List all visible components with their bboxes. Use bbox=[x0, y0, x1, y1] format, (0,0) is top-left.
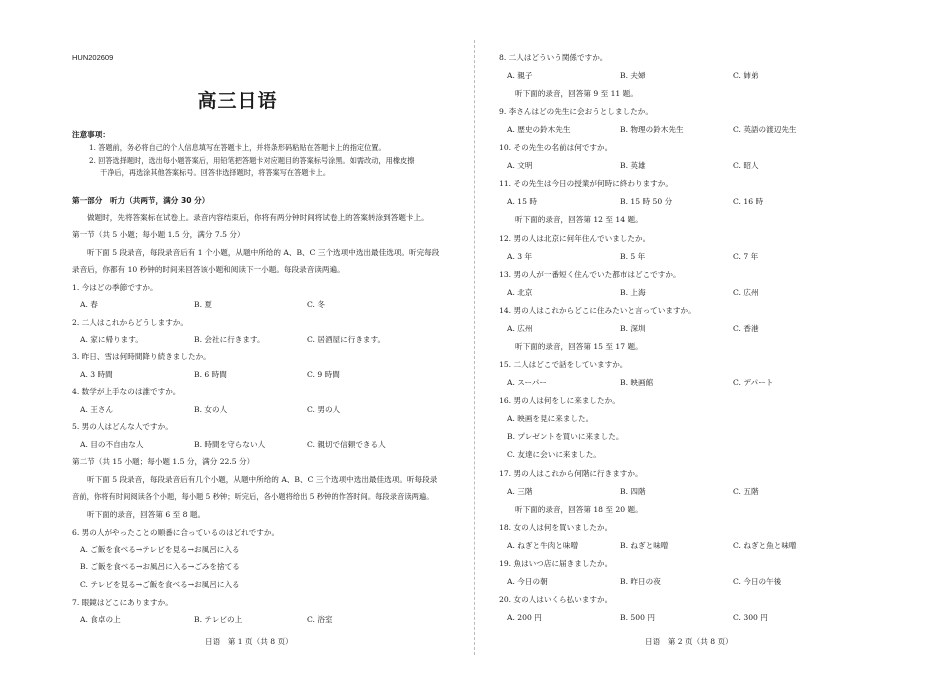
option-b[interactable]: B. 上海 bbox=[620, 288, 646, 297]
option-a[interactable]: A. 三階 bbox=[507, 487, 533, 496]
instruction: 听下面 5 段录音，每段录音后有几个小题，从题中所给的 A、B、C 三个选项中选出最佳选项。听每段录 bbox=[87, 475, 438, 484]
page-footer: 日语 第 1 页（共 8 页） bbox=[205, 637, 293, 646]
option-a[interactable]: A. 王さん bbox=[80, 405, 114, 414]
option-b[interactable]: B. 夫婦 bbox=[620, 71, 646, 80]
option-a[interactable]: A. 家に帰ります。 bbox=[80, 335, 143, 344]
question: 3. 昨日、雪は何時間降り続きましたか。 bbox=[72, 352, 211, 361]
option-c[interactable]: C. 冬 bbox=[307, 300, 325, 309]
option-b[interactable]: B. 6 時間 bbox=[194, 370, 227, 379]
option-a[interactable]: A. ねぎと牛肉と味噌 bbox=[507, 541, 579, 550]
instruction: 录音后，你都有 10 秒钟的时间来回答该小题和阅读下一小题。每段录音读两遍。 bbox=[72, 265, 345, 274]
option-c[interactable]: C. 居酒屋に行きます。 bbox=[307, 335, 386, 344]
instruction: 听下面的录音，回答第 9 至 11 题。 bbox=[515, 89, 638, 98]
option-a[interactable]: A. 目の不自由な人 bbox=[80, 440, 144, 449]
option-c[interactable]: C. 男の人 bbox=[307, 405, 341, 414]
option-b[interactable]: B. 5 年 bbox=[620, 252, 646, 261]
question: 16. 男の人は何をしに来ましたか。 bbox=[499, 396, 620, 405]
part-heading: 第一部分 听力（共两节，满分 30 分） bbox=[72, 196, 210, 205]
option-b[interactable]: B. 深圳 bbox=[620, 324, 646, 333]
option-b[interactable]: B. 映画館 bbox=[620, 378, 654, 387]
option-b[interactable]: B. 夏 bbox=[194, 300, 213, 309]
option-c[interactable]: C. 昭人 bbox=[733, 161, 759, 170]
option-c[interactable]: C. 7 年 bbox=[733, 252, 759, 261]
question: 11. その先生は今日の授業が何時に終わりますか。 bbox=[499, 179, 673, 188]
option-c[interactable]: C. 英語の渡辺先生 bbox=[733, 125, 797, 134]
option-a[interactable]: A. スーパー bbox=[507, 378, 547, 387]
question: 19. 魚はいつ店に届きましたか。 bbox=[499, 559, 613, 568]
option-b[interactable]: B. プレゼントを買いに来ました。 bbox=[507, 432, 624, 441]
question: 9. 李さんはどの先生に会おうとしましたか。 bbox=[499, 107, 653, 116]
option-a[interactable]: A. ご飯を食べる→テレビを見る→お風呂に入る bbox=[80, 545, 240, 554]
question: 8. 二人はどういう関係ですか。 bbox=[499, 53, 608, 62]
option-b[interactable]: B. 昨日の夜 bbox=[620, 577, 661, 586]
notice-item: 1. 答题前，务必将自己的个人信息填写在答题卡上，并将条形码粘贴在答题卡上的指定位置。 bbox=[89, 143, 386, 152]
question: 18. 女の人は何を買いましたか。 bbox=[499, 523, 613, 532]
question: 7. 眼鏡はどこにありますか。 bbox=[72, 598, 173, 607]
option-c[interactable]: C. 16 時 bbox=[733, 197, 764, 206]
section-heading: 第二节（共 15 小题；每小题 1.5 分，满分 22.5 分） bbox=[72, 457, 255, 466]
option-c[interactable]: C. 姉弟 bbox=[733, 71, 759, 80]
option-b[interactable]: B. 四階 bbox=[620, 487, 646, 496]
option-a[interactable]: A. 歴史の鈴木先生 bbox=[507, 125, 571, 134]
option-b[interactable]: B. 女の人 bbox=[194, 405, 228, 414]
option-b[interactable]: B. 15 時 50 分 bbox=[620, 197, 673, 206]
option-b[interactable]: B. 英雄 bbox=[620, 161, 646, 170]
option-a[interactable]: A. 3 時間 bbox=[80, 370, 113, 379]
option-b[interactable]: B. 会社に行きます。 bbox=[194, 335, 265, 344]
option-a[interactable]: A. 広州 bbox=[507, 324, 533, 333]
option-a[interactable]: A. 3 年 bbox=[507, 252, 533, 261]
option-c[interactable]: C. 友達に会いに来ました。 bbox=[507, 450, 601, 459]
option-c[interactable]: C. ねぎと魚と味噌 bbox=[733, 541, 797, 550]
question: 12. 男の人は北京に何年住んでいましたか。 bbox=[499, 234, 651, 243]
question: 17. 男の人はこれから何階に行きますか。 bbox=[499, 469, 643, 478]
option-a[interactable]: A. 親子 bbox=[507, 71, 533, 80]
option-b[interactable]: B. 物理の鈴木先生 bbox=[620, 125, 684, 134]
option-b[interactable]: B. ねぎと味噌 bbox=[620, 541, 669, 550]
notice-heading: 注意事项： bbox=[72, 130, 110, 139]
question: 6. 男の人がやったことの順番に合っているのはどれですか。 bbox=[72, 528, 280, 537]
notice-item: 干净后，再选涂其他答案标号。回答非选择题时，将答案写在答题卡上。 bbox=[100, 168, 331, 177]
instruction: 做题时，先将答案标在试卷上。录音内容结束后，你将有两分钟时间将试卷上的答案转涂到答题卡上。 bbox=[87, 213, 429, 222]
option-a[interactable]: A. 食卓の上 bbox=[80, 615, 121, 624]
section-heading: 第一节（共 5 小题；每小题 1.5 分，满分 7.5 分） bbox=[72, 230, 245, 239]
option-a[interactable]: A. 映画を見に来ました。 bbox=[507, 414, 594, 423]
option-a[interactable]: A. 文明 bbox=[507, 161, 533, 170]
option-c[interactable]: C. テレビを見る→ご飯を食べる→お風呂に入る bbox=[80, 580, 240, 589]
option-c[interactable]: C. デパート bbox=[733, 378, 774, 387]
option-a[interactable]: A. 今日の朝 bbox=[507, 577, 548, 586]
option-b[interactable]: B. 時間を守らない人 bbox=[194, 440, 266, 449]
question: 20. 女の人はいくら払いますか。 bbox=[499, 595, 613, 604]
page-footer: 日语 第 2 页（共 8 页） bbox=[645, 637, 733, 646]
question: 14. 男の人はこれからどこに住みたいと言っていますか。 bbox=[499, 306, 696, 315]
option-c[interactable]: C. 広州 bbox=[733, 288, 759, 297]
option-c[interactable]: C. 9 時間 bbox=[307, 370, 340, 379]
option-a[interactable]: A. 北京 bbox=[507, 288, 533, 297]
option-c[interactable]: C. 五階 bbox=[733, 487, 759, 496]
exam-code: HUN202609 bbox=[72, 53, 114, 62]
notice-item: 2. 回答选择题时，选出每小题答案后，用铅笔把答题卡对应题目的答案标号涂黑。如需改动，用橡皮擦 bbox=[89, 156, 415, 165]
option-c[interactable]: C. 浴室 bbox=[307, 615, 333, 624]
instruction: 听下面的录音，回答第 12 至 14 题。 bbox=[515, 215, 643, 224]
question: 2. 二人はこれからどうしますか。 bbox=[72, 318, 188, 327]
question: 1. 今はどの季節ですか。 bbox=[72, 283, 158, 292]
instruction: 听下面的录音，回答第 6 至 8 题。 bbox=[87, 510, 206, 519]
question: 15. 二人はどこで話をしていますか。 bbox=[499, 360, 628, 369]
question: 10. その先生の名前は何ですか。 bbox=[499, 143, 613, 152]
option-a[interactable]: A. 200 円 bbox=[507, 613, 542, 622]
option-b[interactable]: B. ご飯を食べる→お風呂に入る→ごみを捨てる bbox=[80, 562, 240, 571]
option-a[interactable]: A. 春 bbox=[80, 300, 98, 309]
option-c[interactable]: C. 今日の午後 bbox=[733, 577, 782, 586]
instruction: 听下面的录音，回答第 15 至 17 题。 bbox=[515, 342, 643, 351]
question: 4. 数学が上手なのは誰ですか。 bbox=[72, 387, 181, 396]
page-2 bbox=[475, 0, 950, 688]
page-title: 高三日语 bbox=[197, 90, 278, 112]
option-b[interactable]: B. 500 円 bbox=[620, 613, 655, 622]
option-c[interactable]: C. 親切で信頼できる人 bbox=[307, 440, 386, 449]
option-a[interactable]: A. 15 時 bbox=[507, 197, 537, 206]
instruction: 听下面的录音，回答第 18 至 20 题。 bbox=[515, 505, 643, 514]
option-b[interactable]: B. テレビの上 bbox=[194, 615, 243, 624]
option-c[interactable]: C. 香港 bbox=[733, 324, 759, 333]
question: 13. 男の人が一番短く住んでいた都市はどこですか。 bbox=[499, 270, 681, 279]
option-c[interactable]: C. 300 円 bbox=[733, 613, 768, 622]
instruction: 音前，你将有时间阅读各个小题，每小题 5 秒钟；听完后，各小题将给出 5 秒钟的作答时间。每段录音读两遍。 bbox=[72, 492, 434, 501]
question: 5. 男の人はどんな人ですか。 bbox=[72, 422, 173, 431]
instruction: 听下面 5 段录音，每段录音后有 1 个小题，从题中所给的 A、B、C 三个选项中选出最佳选项。听完每段 bbox=[87, 248, 440, 257]
